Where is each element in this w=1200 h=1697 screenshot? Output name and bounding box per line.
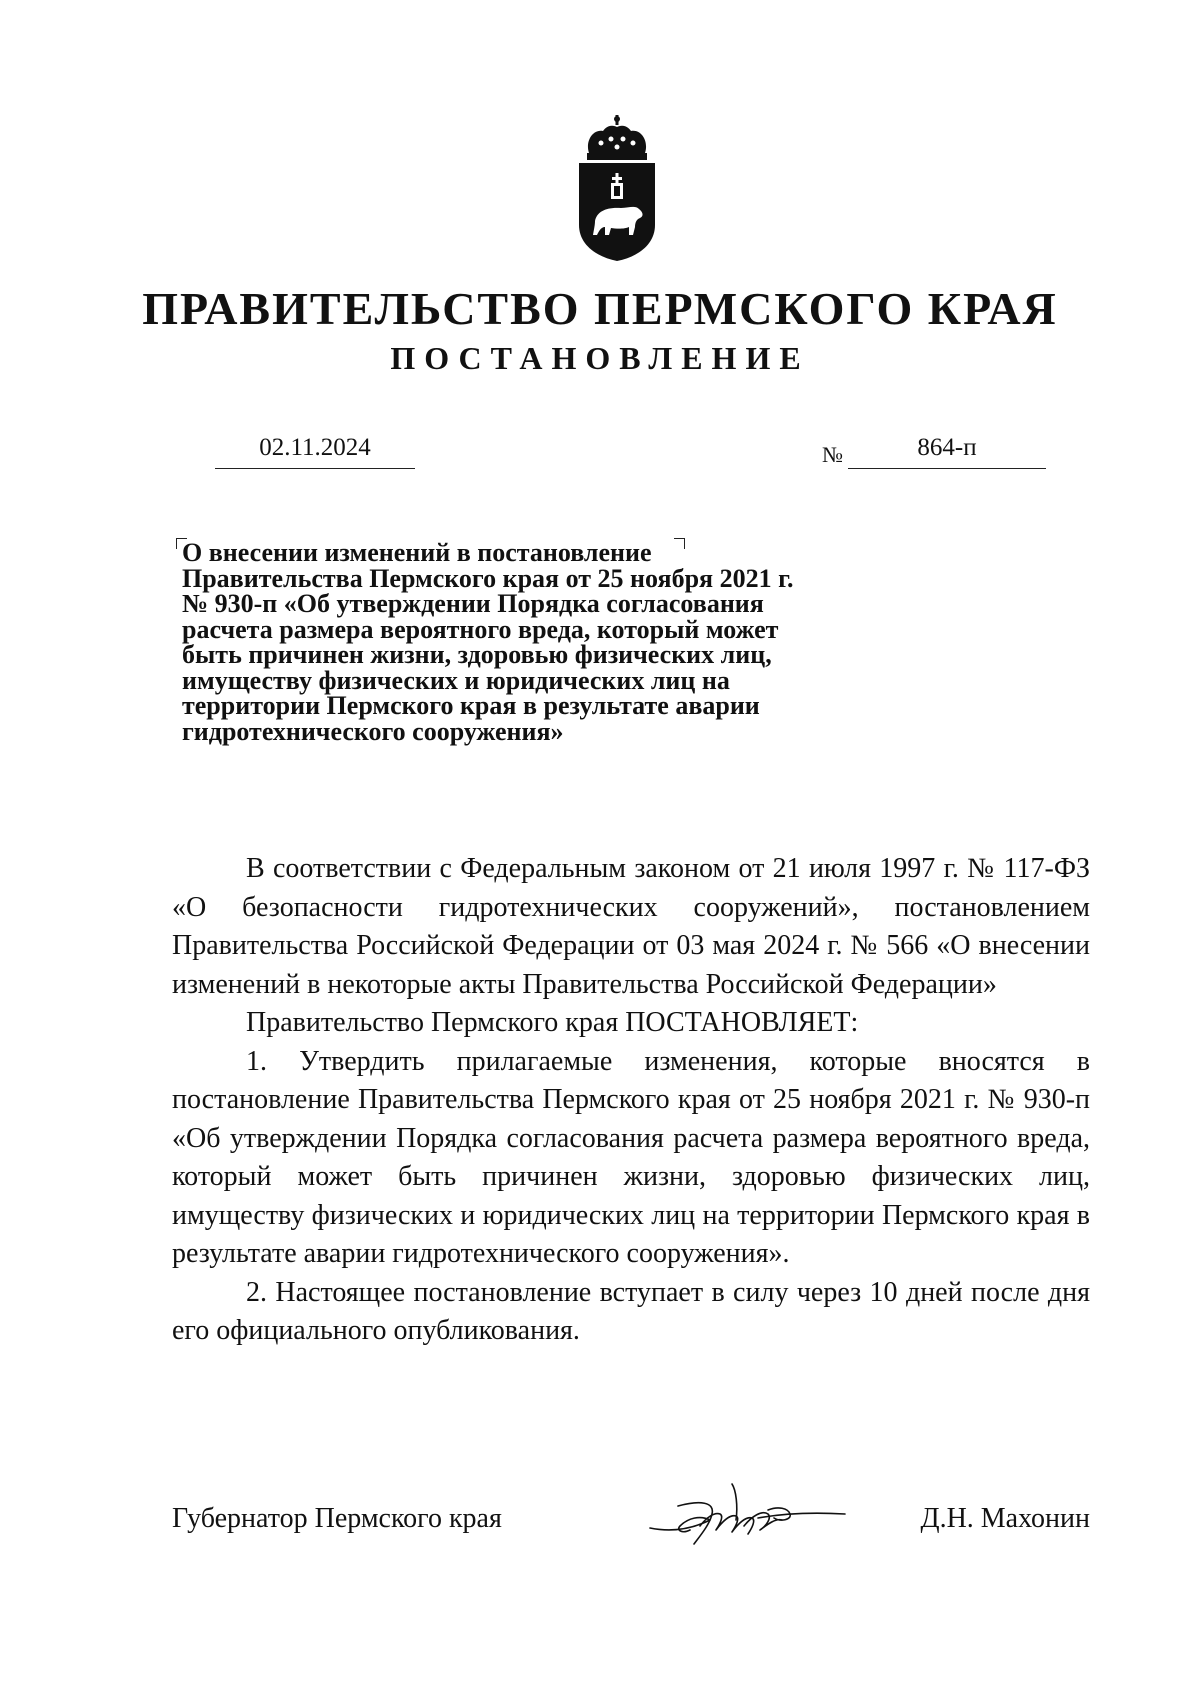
signatory-role: Губернатор Пермского края [172, 1503, 502, 1534]
document-date: 02.11.2024 [215, 428, 415, 469]
body-paragraph-preamble: В соответствии с Федеральным законом от 21 июля 1997 г. № 117-ФЗ «О безопасности гидротехнических сооружений», постановлением Правительства Российской Федерации от 03 мая 2024 г. № 566 «О внесении изменений в некоторые акты Правительства Российской Федерации» [172, 853, 1090, 1000]
body-paragraph-item-2: 2. Настоящее постановление вступает в силу через 10 дней после дня его официального опубликования. [172, 1276, 1090, 1346]
body-paragraph-item-1: 1. Утвердить прилагаемые изменения, которые вносятся в постановление Правительства Пермского края от 25 ноября 2021 г. № 930-п «Об утверждении Порядка согласования расчета размера вероятного вреда, который может быть причинен жизни, здоровью физических лиц, имуществу физических и юридических лиц на территории Пермского края в результате аварии гидротехнического сооружения». [172, 1045, 1090, 1269]
signatory-name: Д.Н. Махонин [920, 1503, 1090, 1534]
body-paragraph-resolves: Правительство Пермского края ПОСТАНОВЛЯЕТ: [246, 1007, 859, 1038]
number-sign: № [822, 442, 843, 467]
document-number: 864-п [848, 428, 1046, 469]
coat-of-arms-emblem [567, 113, 667, 263]
document-type-heading: ПОСТАНОВЛЕНИЕ [390, 340, 810, 376]
document-subject: О внесении изменений в постановление Правительства Пермского края от 25 ноября 2021 г. № 930-п «Об утверждении Порядка согласования расчета размера вероятного вреда, который может быть причинен жизни, здоровью физических лиц, имуществу физических и юридических лиц на территории Пермского края в результате аварии гидротехнического сооружения» [182, 538, 794, 746]
document-body [172, 850, 1090, 1351]
government-title: ПРАВИТЕЛЬСТВО ПЕРМСКОГО КРАЯ [142, 283, 1058, 334]
handwritten-signature [640, 1470, 860, 1560]
